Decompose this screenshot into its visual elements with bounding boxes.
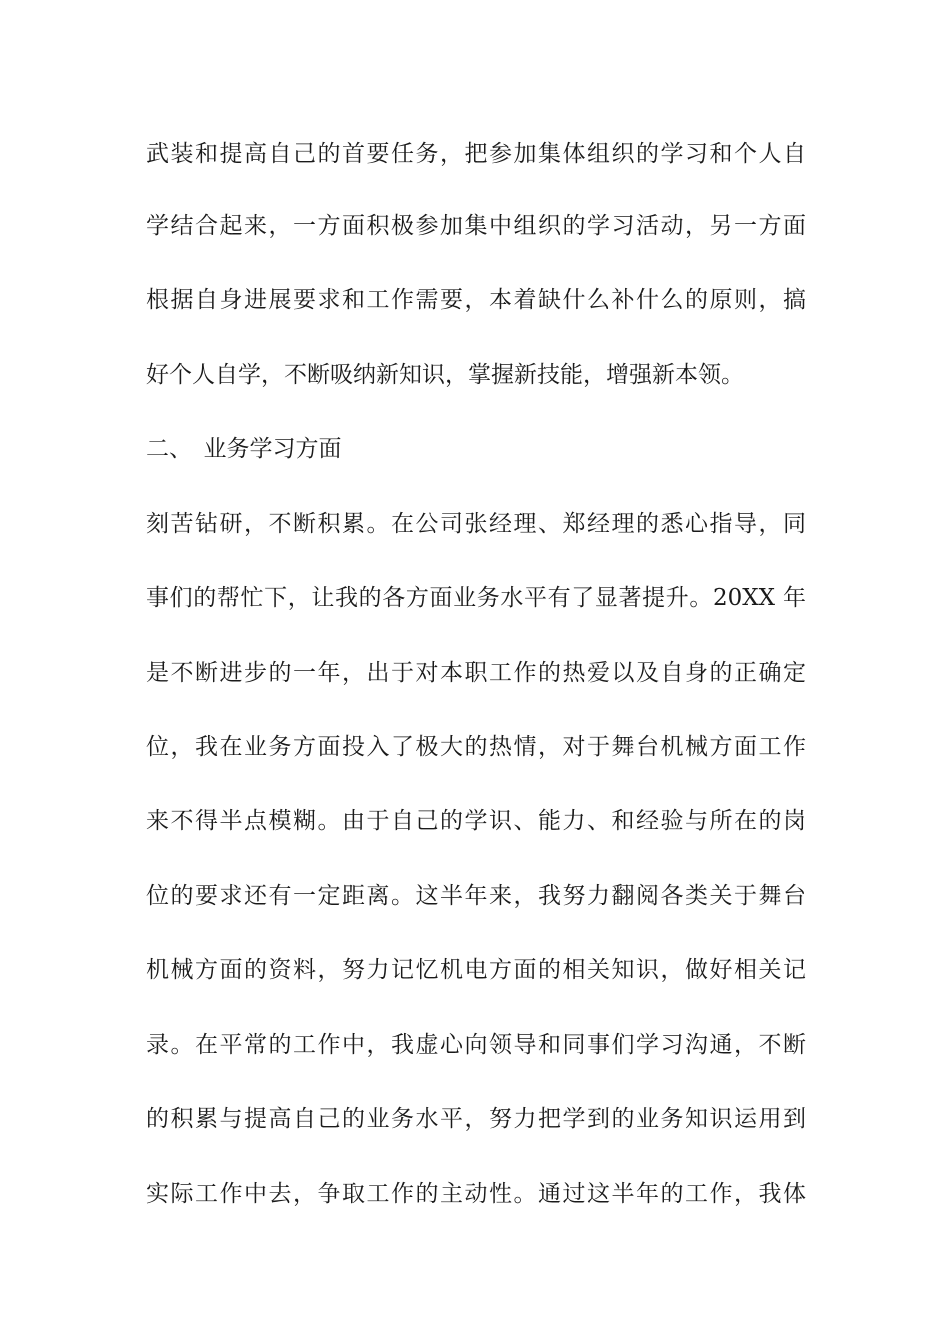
paragraph-line: 武装和提高自己的首要任务，把参加集体组织的学习和个人自 [146, 141, 806, 167]
paragraph-line: 的积累与提高自己的业务水平，努力把学到的业务知识运用到 [146, 1106, 806, 1132]
paragraph-line: 位的要求还有一定距离。这半年来，我努力翻阅各类关于舞台 [146, 883, 806, 909]
paragraph-line: 实际工作中去，争取工作的主动性。通过这半年的工作，我体 [146, 1181, 806, 1207]
paragraph-line: 学结合起来，一方面积极参加集中组织的学习活动，另一方面 [146, 213, 806, 239]
paragraph-line: 事们的帮忙下，让我的各方面业务水平有了显著提升。20XX 年 [146, 585, 806, 611]
paragraph-line: 位，我在业务方面投入了极大的热情，对于舞台机械方面工作 [146, 734, 806, 760]
section-heading: 二、 业务学习方面 [146, 436, 342, 462]
paragraph-line: 根据自身进展要求和工作需要，本着缺什么补什么的原则，搞 [146, 287, 806, 313]
paragraph-line: 刻苦钻研，不断积累。在公司张经理、郑经理的悉心指导，同 [146, 511, 806, 537]
paragraph-line: 好个人自学，不断吸纳新知识，掌握新技能，增强新本领。 [146, 362, 744, 388]
paragraph-line: 录。在平常的工作中，我虚心向领导和同事们学习沟通，不断 [146, 1032, 806, 1058]
paragraph-line: 机械方面的资料，努力记忆机电方面的相关知识，做好相关记 [146, 957, 806, 983]
paragraph-line: 来不得半点模糊。由于自己的学识、能力、和经验与所在的岗 [146, 808, 806, 834]
paragraph-line: 是不断进步的一年，出于对本职工作的热爱以及自身的正确定 [146, 660, 806, 686]
